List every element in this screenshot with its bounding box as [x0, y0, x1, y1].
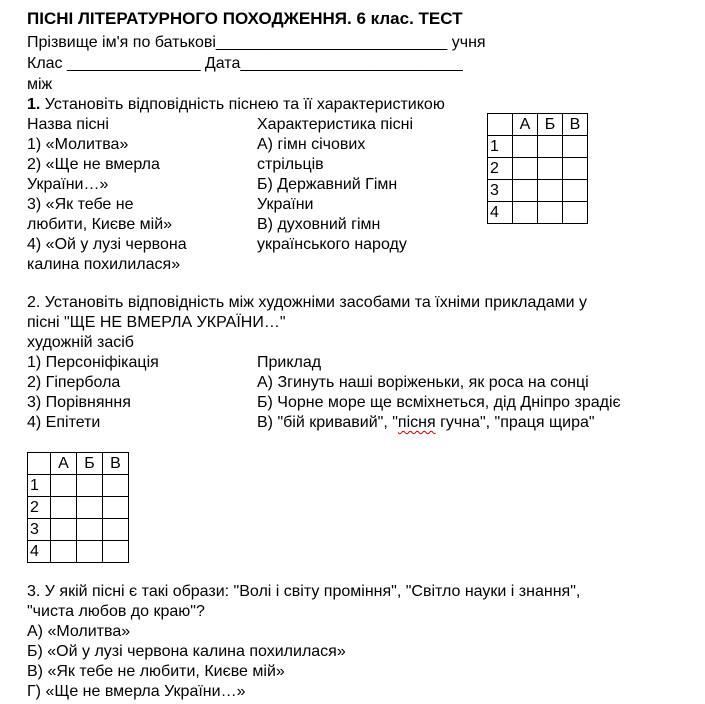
- grid-answer-cell[interactable]: [538, 136, 563, 158]
- grid-row-header: 4: [28, 541, 51, 563]
- grid-answer-cell[interactable]: [77, 519, 103, 541]
- q1-left-line: 2) «Ще не вмерла: [27, 156, 160, 173]
- q2-right-item: А) Згинуть наші воріженьки, як роса на сонці: [257, 374, 589, 391]
- q1-left-line: 1) «Молитва»: [27, 136, 129, 153]
- q2-right-item: Б) Чорне море ще всміхнеться, дід Дніпро зрадіє: [257, 394, 621, 411]
- grid-col-header: В: [563, 114, 588, 136]
- grid-row-header: 3: [28, 519, 51, 541]
- q1-right-header: Характеристика пісні: [257, 116, 413, 133]
- q1-left-line: любити, Києве мій»: [27, 216, 173, 233]
- class-date-line: Клас _______________ Дата_________________________: [27, 55, 463, 72]
- grid-corner-cell: [488, 114, 513, 136]
- q2-v-text-pre: В) "бій кривавий", ": [257, 414, 398, 431]
- q3-prompt-line: 3. У якій пісні є такі образи: "Волі і світу проміння", "Світло науки і знання",: [27, 583, 581, 600]
- grid-row-header: 2: [488, 158, 513, 180]
- grid-corner-cell: [28, 453, 51, 475]
- grid-answer-cell[interactable]: [563, 202, 588, 224]
- grid-col-header: А: [51, 453, 77, 475]
- q2-left-item: 3) Порівняння: [27, 394, 131, 411]
- grid-answer-cell[interactable]: [513, 202, 538, 224]
- q2-left-item: 4) Епітети: [27, 414, 101, 431]
- q2-prompt-line: 2. Установіть відповідність між художніми засобами та їхніми прикладами у: [27, 294, 588, 311]
- page-title: ПІСНІ ЛІТЕРАТУРНОГО ПОХОДЖЕННЯ. 6 клас. ТЕСТ: [27, 9, 463, 28]
- grid-answer-cell[interactable]: [51, 475, 77, 497]
- grid-col-header: Б: [538, 114, 563, 136]
- grid-col-header: Б: [77, 453, 103, 475]
- grid-answer-cell[interactable]: [77, 475, 103, 497]
- grid-answer-cell[interactable]: [51, 519, 77, 541]
- grid-row-header: 4: [488, 202, 513, 224]
- q3-option: Б) «Ой у лузі червона калина похилилася»: [27, 643, 346, 660]
- q3-option: В) «Як тебе не любити, Києве мій»: [27, 663, 285, 680]
- grid-col-header: В: [103, 453, 129, 475]
- grid-answer-cell[interactable]: [513, 136, 538, 158]
- grid-answer-cell[interactable]: [538, 158, 563, 180]
- q2-right-header: Приклад: [257, 354, 322, 371]
- grid-answer-cell[interactable]: [51, 497, 77, 519]
- q1-right-line: В) духовний гімн: [257, 216, 381, 233]
- q1-left-line: 3) «Як тебе не: [27, 196, 134, 213]
- q2-prompt-line: пісні "ЩЕ НЕ ВМЕРЛА УКРАЇНИ…": [27, 314, 286, 331]
- grid-answer-cell[interactable]: [77, 497, 103, 519]
- q1-right-line: стрільців: [257, 156, 324, 173]
- grid-answer-cell[interactable]: [538, 202, 563, 224]
- q3-prompt-line: "чиста любов до краю"?: [27, 603, 205, 620]
- q3-option: А) «Молитва»: [27, 623, 131, 640]
- q2-left-item: 1) Персоніфікація: [27, 354, 159, 371]
- grid-answer-cell[interactable]: [513, 158, 538, 180]
- q1-right-line: А) гімн січових: [257, 136, 366, 153]
- grid-row-header: 1: [28, 475, 51, 497]
- grid-col-header: А: [513, 114, 538, 136]
- q2-v-text-flagged: пісня: [397, 414, 436, 431]
- mizh-text: між: [27, 76, 53, 93]
- grid-answer-cell[interactable]: [77, 541, 103, 563]
- grid-answer-cell[interactable]: [513, 180, 538, 202]
- q1-left-line: калина похилилася»: [27, 256, 181, 273]
- q1-right-line: Б) Державний Гімн: [257, 176, 398, 193]
- grid-answer-cell[interactable]: [103, 497, 129, 519]
- student-name-line: Прізвище ім'я по батькові__________________________ учня: [27, 34, 486, 51]
- grid-row-header: 3: [488, 180, 513, 202]
- grid-answer-cell[interactable]: [563, 158, 588, 180]
- grid-answer-cell[interactable]: [103, 541, 129, 563]
- q1-prompt: [27, 95, 445, 115]
- q2-v-text-post: гучна", "праця щира": [435, 414, 595, 431]
- q1-left-line: 4) «Ой у лузі червона: [27, 236, 187, 253]
- q2-left-item: 2) Гіпербола: [27, 374, 121, 391]
- q1-prompt-text: Установіть відповідність піснею та її характеристикою: [40, 96, 445, 113]
- grid-answer-cell[interactable]: [103, 475, 129, 497]
- q2-right-item-v: [257, 413, 595, 433]
- q3-option: Г) «Ще не вмерла України…»: [27, 683, 246, 700]
- q1-answer-grid: [487, 113, 588, 224]
- q2-answer-grid: [27, 452, 129, 563]
- grid-answer-cell[interactable]: [563, 180, 588, 202]
- q1-left-header: Назва пісні: [27, 116, 109, 133]
- q2-left-header: художній засіб: [27, 334, 134, 351]
- grid-answer-cell[interactable]: [51, 541, 77, 563]
- grid-answer-cell[interactable]: [103, 519, 129, 541]
- q1-right-line: українського народу: [257, 236, 407, 253]
- q1-number: 1.: [27, 96, 41, 113]
- grid-row-header: 1: [488, 136, 513, 158]
- grid-answer-cell[interactable]: [538, 180, 563, 202]
- q1-right-line: України: [257, 196, 314, 213]
- grid-answer-cell[interactable]: [563, 136, 588, 158]
- q1-left-line: України…»: [27, 176, 109, 193]
- grid-row-header: 2: [28, 497, 51, 519]
